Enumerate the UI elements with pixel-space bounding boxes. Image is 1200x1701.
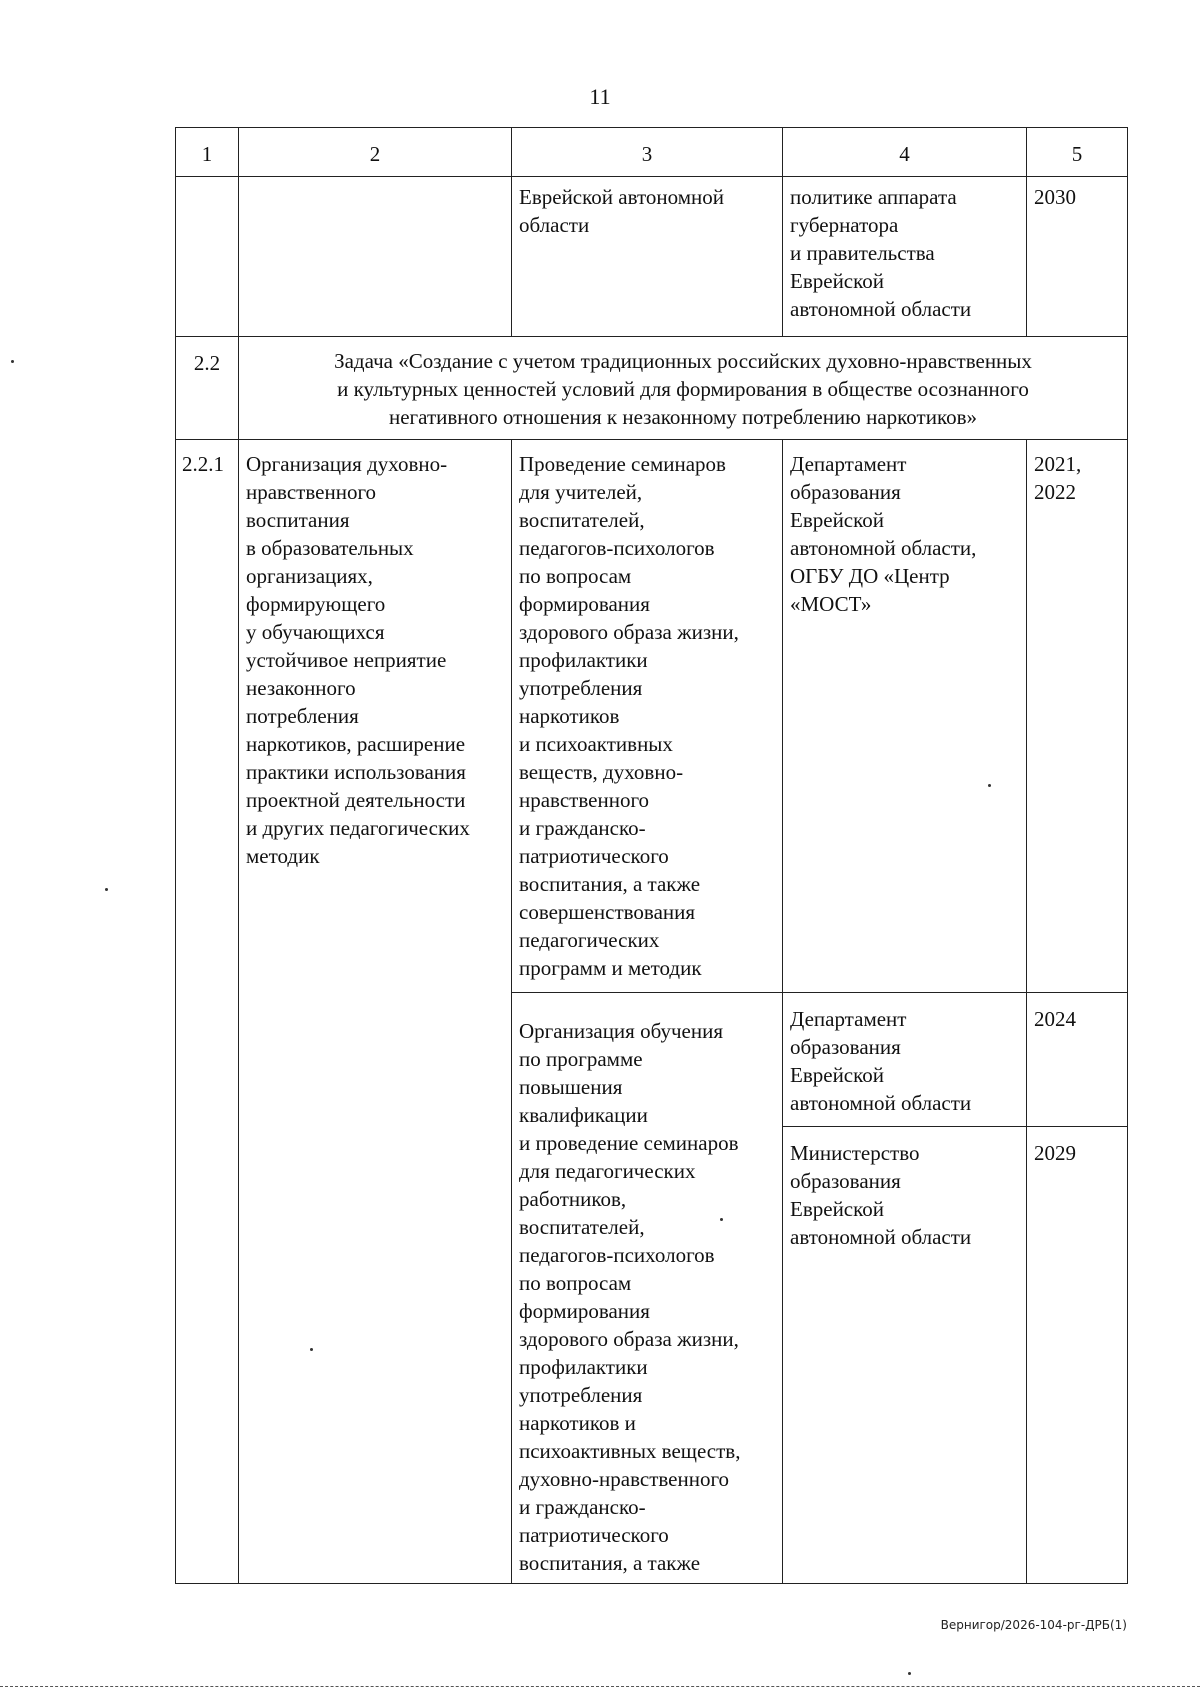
measure-cell: Проведение семинаров для учителей, воспитателей, педагогов-психологов по вопросам формирования здорового образа жизни, профилактики употребления наркотиков и психоактивных веществ, духовно- нравственного и гражданско- патриотического воспитания, а также совершенствования педагогических программ и методик bbox=[512, 440, 783, 993]
program-table bbox=[175, 127, 1128, 1584]
executor-cell: Министерство образования Еврейской автономной области bbox=[783, 1126, 1027, 1583]
column-header: 5 bbox=[1027, 128, 1128, 177]
activity-name: Организация духовно- нравственного воспитания в образовательных организациях, формирующего у обучающихся устойчивое неприятие незаконного потребления наркотиков, расширение практики использования проектной деятельности и других педагогических методик bbox=[239, 440, 512, 1584]
page-number: 11 bbox=[589, 84, 611, 109]
scan-speck bbox=[988, 784, 991, 787]
scan-speck bbox=[11, 360, 14, 363]
document-code: Вернигор/2026-104-рг-ДРБ(1) bbox=[940, 1618, 1127, 1632]
activity-row bbox=[176, 440, 1128, 993]
continuation-row bbox=[176, 177, 1128, 337]
activity-number: 2.2.1 bbox=[176, 440, 239, 1584]
task-row bbox=[176, 337, 1128, 440]
column-header: 2 bbox=[239, 128, 512, 177]
executor-cell: политике аппарата губернатора и правительства Еврейской автономной области bbox=[783, 177, 1027, 337]
executor-cell: Департамент образования Еврейской автономной области, ОГБУ ДО «Центр «МОСТ» bbox=[783, 440, 1027, 993]
scan-speck bbox=[310, 1348, 313, 1351]
table-cell bbox=[176, 177, 239, 337]
scan-edge-line bbox=[0, 1686, 1200, 1687]
years-cell: 2030 bbox=[1027, 177, 1128, 337]
scan-speck bbox=[105, 888, 108, 891]
table-header-row bbox=[176, 128, 1128, 177]
scan-speck bbox=[720, 1218, 723, 1221]
years-cell: 2024 bbox=[1027, 993, 1128, 1127]
task-title: Задача «Создание с учетом традиционных российских духовно-нравственных и культурных ценностей условий для формирования в обществе осознанного негативного отношения к незаконному потреблению наркотиков» bbox=[239, 337, 1128, 440]
years-cell: 2029 bbox=[1027, 1126, 1128, 1583]
executor-cell: Департамент образования Еврейской автономной области bbox=[783, 993, 1027, 1127]
scan-speck bbox=[908, 1672, 911, 1675]
measure-cell: Еврейской автономной области bbox=[512, 177, 783, 337]
task-number: 2.2 bbox=[176, 337, 239, 440]
column-header: 1 bbox=[176, 128, 239, 177]
measure-cell: Организация обучения по программе повышения квалификации и проведение семинаров для педагогических работников, воспитателей, педагогов-психологов по вопросам формирования здорового образа жизни, профилактики употребления наркотиков и психоактивных веществ, духовно-нравственного и гражданско- патриотического воспитания, а также bbox=[512, 993, 783, 1584]
column-header: 3 bbox=[512, 128, 783, 177]
years-cell: 2021, 2022 bbox=[1027, 440, 1128, 993]
table-cell bbox=[239, 177, 512, 337]
column-header: 4 bbox=[783, 128, 1027, 177]
